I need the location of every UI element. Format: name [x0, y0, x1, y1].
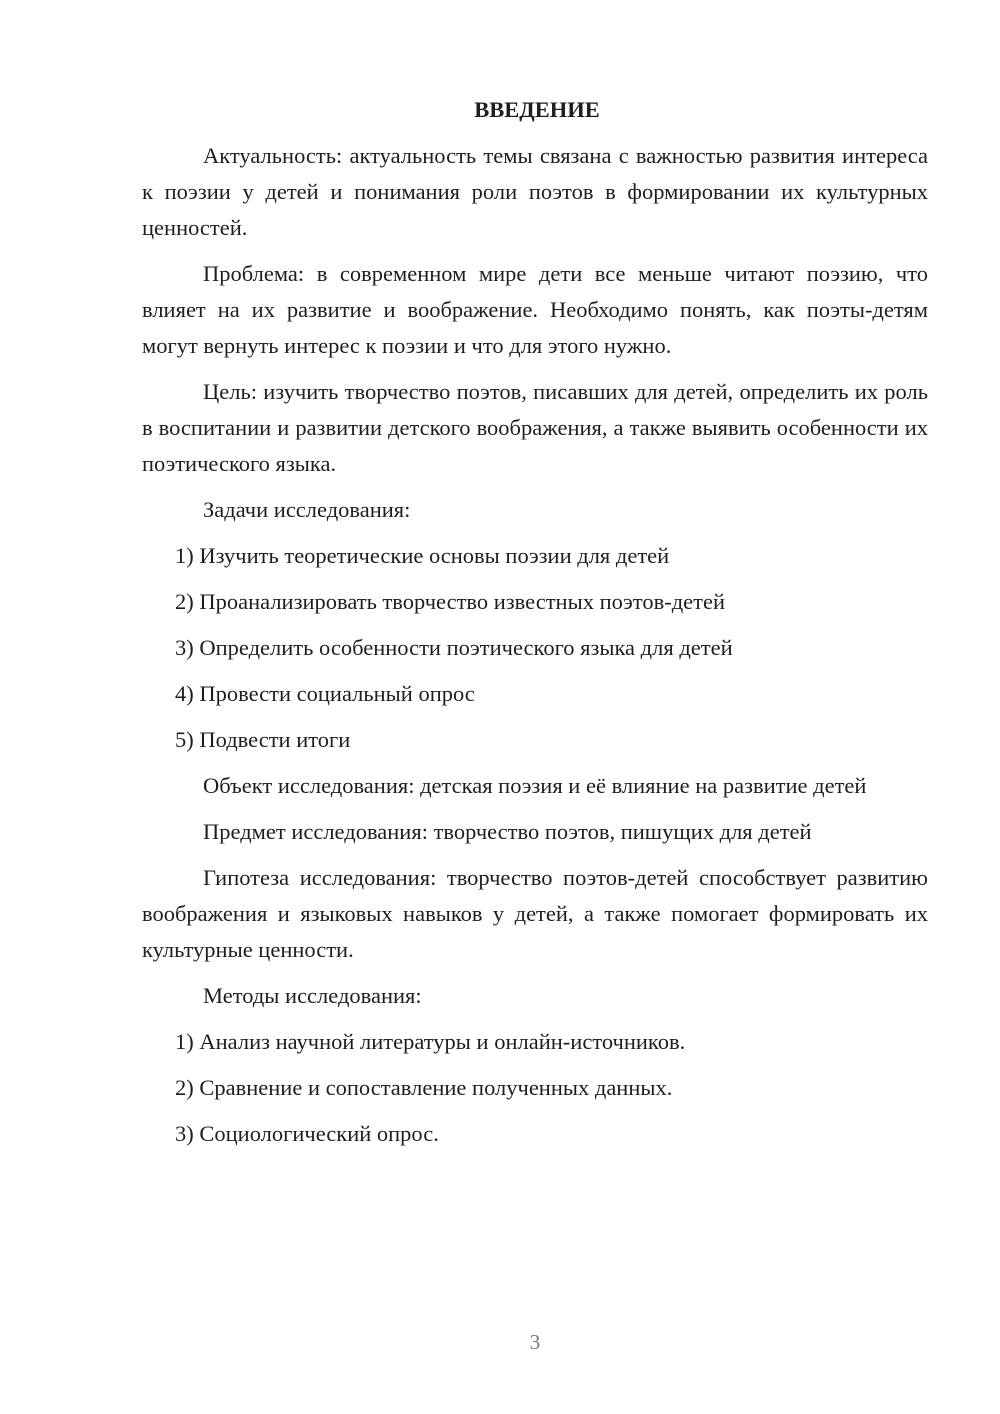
tasks-title: Задачи исследования:	[203, 497, 411, 522]
section-heading: ВВЕДЕНИЕ	[474, 97, 600, 122]
list-item: 5) Подвести итоги	[175, 727, 351, 752]
tasks-list	[142, 538, 928, 758]
methods-title: Методы исследования:	[203, 983, 422, 1008]
goal-paragraph: Цель: изучить творчество поэтов, писавших для детей, определить их роль в воспитании и развитии детского воображения, а также выявить особенности их поэтического языка.	[142, 379, 928, 476]
document-body	[142, 92, 928, 1162]
list-item: 4) Провести социальный опрос	[175, 681, 475, 706]
list-item: 1) Изучить теоретические основы поэзии для детей	[175, 543, 670, 568]
page-number: 3	[529, 1330, 541, 1354]
problem-paragraph: Проблема: в современном мире дети все меньше читают поэзию, что влияет на их развитие и воображение. Необходимо понять, как поэты-детям могут вернуть интерес к поэзии и что для этого нужно.	[142, 261, 928, 358]
list-item: 3) Социологический опрос.	[175, 1121, 439, 1146]
list-item: 3) Определить особенности поэтического языка для детей	[175, 635, 733, 660]
relevance-paragraph: Актуальность: актуальность темы связана с важностью развития интереса к поэзии у детей и понимания роли поэтов в формировании их культурных ценностей.	[142, 143, 928, 240]
subject-paragraph: Предмет исследования: творчество поэтов, пишущих для детей	[203, 819, 812, 844]
methods-list	[142, 1024, 928, 1152]
object-paragraph: Объект исследования: детская поэзия и её влияние на развитие детей	[203, 773, 867, 798]
list-item: 1) Анализ научной литературы и онлайн-источников.	[175, 1029, 686, 1054]
list-item: 2) Сравнение и сопоставление полученных данных.	[175, 1075, 673, 1100]
hypothesis-paragraph: Гипотеза исследования: творчество поэтов-детей способствует развитию воображения и языковых навыков у детей, а также помогает формировать их культурные ценности.	[142, 865, 928, 962]
list-item: 2) Проанализировать творчество известных поэтов-детей	[175, 589, 725, 614]
